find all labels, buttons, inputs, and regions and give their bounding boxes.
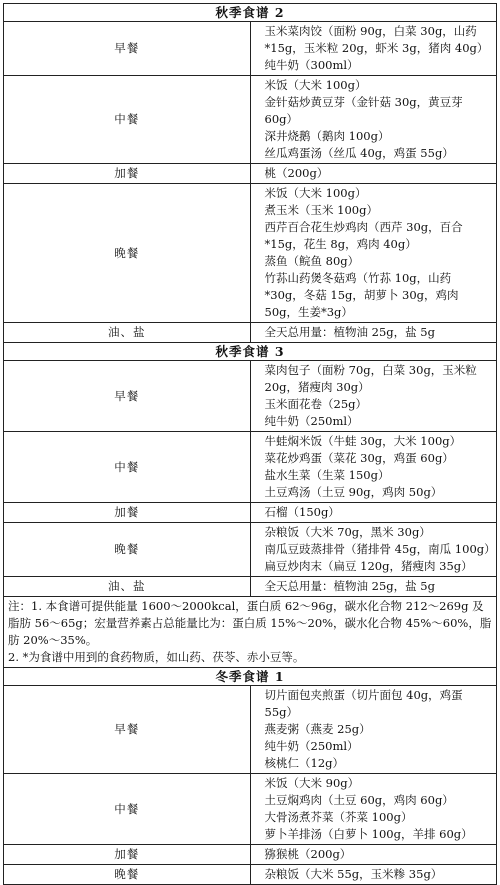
meal-items — [250, 523, 497, 577]
dish-item: 深井烧鹅（鹅肉 100g） — [264, 129, 390, 143]
dish-item: 萝卜羊排汤（白萝卜 100g，羊排 60g） — [264, 827, 473, 841]
dish-item: 扁豆炒肉末（扁豆 120g，猪瘦肉 35g） — [264, 559, 473, 573]
meal-name: 油、盐 — [4, 577, 251, 597]
dish-item: 蒸鱼（鲩鱼 80g） — [264, 254, 360, 268]
dish-item: 金针菇炒黄豆芽（金针菇 30g，黄豆芽 60g） — [264, 95, 463, 126]
section-title: 冬季食谱 1 — [4, 668, 497, 686]
meal-items — [250, 845, 497, 865]
nutrition-note — [4, 597, 497, 668]
dish-item: 米饭（大米 100g） — [264, 186, 367, 200]
meal-items — [250, 865, 497, 885]
dish-item: 猕猴桃（200g） — [264, 847, 352, 861]
dish-item: 米饭（大米 100g） — [264, 78, 367, 92]
meal-row — [4, 184, 497, 323]
meal-name: 中餐 — [4, 432, 251, 503]
meal-name: 晚餐 — [4, 523, 251, 577]
meal-items — [250, 503, 497, 523]
menu-table — [3, 3, 497, 885]
meal-name: 加餐 — [4, 503, 251, 523]
meal-name: 油、盐 — [4, 323, 251, 343]
dish-item: 桃（200g） — [264, 166, 329, 180]
meal-name: 中餐 — [4, 76, 251, 164]
meal-items — [250, 164, 497, 184]
meal-items — [250, 22, 497, 76]
meal-name: 加餐 — [4, 845, 251, 865]
meal-items — [250, 76, 497, 164]
dish-item: 玉米菜肉饺（面粉 90g，白菜 30g，山药*15g，玉米粒 20g，虾米 3g，猪肉 40g） — [264, 24, 489, 55]
meal-row — [4, 432, 497, 503]
dish-item: 丝瓜鸡蛋汤（丝瓜 40g，鸡蛋 55g） — [264, 146, 454, 160]
dish-item: 纯牛奶（250ml） — [264, 414, 359, 428]
dish-item: 纯牛奶（300ml） — [264, 58, 359, 72]
section-title-row — [4, 343, 497, 361]
note-row — [4, 597, 497, 668]
dish-item: 煮玉米（玉米 100g） — [264, 203, 378, 217]
meal-items — [250, 184, 497, 323]
section-title-row — [4, 4, 497, 22]
meal-row — [4, 503, 497, 523]
meal-row — [4, 845, 497, 865]
note-line: 注：1. 本食谱可提供能量 1600～2000kcal，蛋白质 62～96g，碳水化合物 212～269g 及脂肪 56～65g；宏量营养素占总能量比为：蛋白质 15%～20%，碳水化合物 45%～60%，脂肪 20%～35%。 — [8, 599, 492, 647]
dish-item: 菜花炒鸡蛋（菜花 30g，鸡蛋 60g） — [264, 451, 454, 465]
meal-name: 早餐 — [4, 22, 251, 76]
meal-items — [250, 361, 497, 432]
dish-item: 竹荪山药煲冬菇鸡（竹荪 10g，山药*30g，冬菇 15g，胡萝卜 30g，鸡肉 50g，生姜*3g） — [264, 271, 459, 319]
meal-name: 晚餐 — [4, 865, 251, 885]
meal-row — [4, 523, 497, 577]
dish-item: 南瓜豆豉蒸排骨（猪排骨 45g，南瓜 100g） — [264, 542, 496, 556]
meal-row — [4, 774, 497, 845]
section-title-row — [4, 668, 497, 686]
meal-items — [250, 323, 497, 343]
meal-items — [250, 686, 497, 774]
meal-row — [4, 323, 497, 343]
dish-item: 米饭（大米 90g） — [264, 776, 360, 790]
dish-item: 大骨汤煮芥菜（芥菜 100g） — [264, 810, 413, 824]
dish-item: 杂粮饭（大米 55g，玉米糁 35g） — [264, 867, 443, 881]
menu-table-body — [4, 4, 497, 885]
dish-item: 核桃仁（12g） — [264, 756, 344, 770]
meal-row — [4, 686, 497, 774]
dish-item: 切片面包夹煎蛋（切片面包 40g，鸡蛋 55g） — [264, 688, 463, 719]
dish-item: 土豆鸡汤（土豆 90g，鸡肉 50g） — [264, 485, 443, 499]
meal-row — [4, 76, 497, 164]
meal-name: 早餐 — [4, 686, 251, 774]
meal-items — [250, 774, 497, 845]
section-title: 秋季食谱 3 — [4, 343, 497, 361]
dish-item: 菜肉包子（面粉 70g，白菜 30g，玉米粒 20g，猪瘦肉 30g） — [264, 363, 477, 394]
meal-row — [4, 865, 497, 885]
meal-items — [250, 577, 497, 597]
dish-item: 玉米面花卷（25g） — [264, 397, 367, 411]
dish-item: 杂粮饭（大米 70g，黑米 30g） — [264, 525, 431, 539]
dish-item: 燕麦粥（燕麦 25g） — [264, 722, 371, 736]
meal-row — [4, 577, 497, 597]
note-line: 2. *为食谱中用到的食药物质，如山药、茯苓、赤小豆等。 — [8, 650, 305, 664]
dish-item: 全天总用量：植物油 25g，盐 5g — [264, 579, 435, 593]
dish-item: 西芹百合花生炒鸡肉（西芹 30g，百合*15g，花生 8g，鸡肉 40g） — [264, 220, 463, 251]
diet-document — [3, 3, 497, 881]
meal-row — [4, 361, 497, 432]
dish-item: 纯牛奶（250ml） — [264, 739, 359, 753]
meal-items — [250, 432, 497, 503]
meal-row — [4, 22, 497, 76]
meal-name: 早餐 — [4, 361, 251, 432]
dish-item: 石榴（150g） — [264, 505, 340, 519]
dish-item: 全天总用量：植物油 25g，盐 5g — [264, 325, 435, 339]
meal-name: 加餐 — [4, 164, 251, 184]
dish-item: 土豆焖鸡肉（土豆 60g，鸡肉 60g） — [264, 793, 454, 807]
dish-item: 盐水生菜（生菜 150g） — [264, 468, 390, 482]
dish-item: 牛蛙焖米饭（牛蛙 30g，大米 100g） — [264, 434, 462, 448]
meal-row — [4, 164, 497, 184]
section-title: 秋季食谱 2 — [4, 4, 497, 22]
meal-name: 中餐 — [4, 774, 251, 845]
meal-name: 晚餐 — [4, 184, 251, 323]
